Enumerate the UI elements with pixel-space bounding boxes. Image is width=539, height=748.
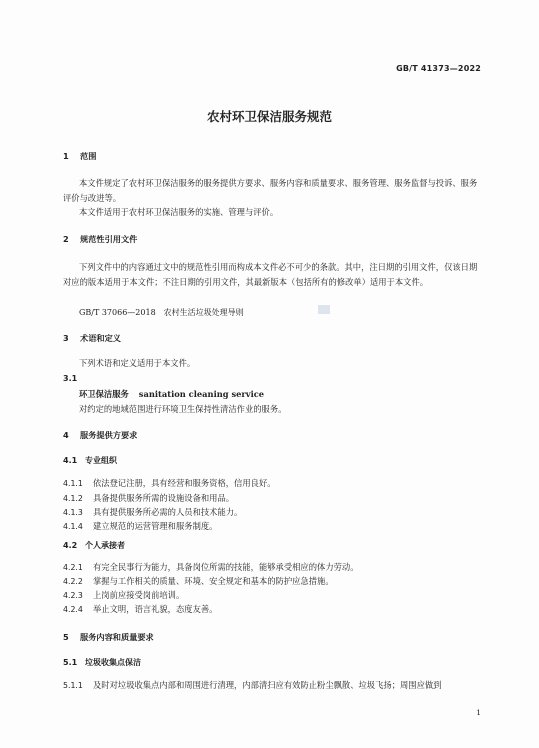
subsection-number: 4.2 <box>63 541 78 550</box>
section-number: 1 <box>63 151 69 161</box>
term-english: sanitation cleaning service <box>138 389 265 399</box>
clause-number: 4.1.2 <box>63 494 83 503</box>
clause-item <box>63 477 483 489</box>
clause-item <box>63 603 483 615</box>
section-title: 服务提供方要求 <box>80 430 138 440</box>
standard-code: GB/T 41373—2022 <box>396 64 481 73</box>
clause-number: 5.1.1 <box>63 681 83 690</box>
subsection-4-2-heading <box>63 540 125 551</box>
section-title: 范围 <box>80 151 97 161</box>
clause-item <box>63 520 483 532</box>
clause-item <box>63 492 483 504</box>
section-3-heading <box>63 333 121 344</box>
section-4-heading <box>63 430 137 441</box>
section-number: 5 <box>63 632 69 642</box>
clause-text: 依法登记注册，具有经营和服务资格，信用良好。 <box>93 478 276 488</box>
clause-number: 4.2.4 <box>63 605 83 614</box>
subsection-title: 垃圾收集点保洁 <box>85 658 141 667</box>
normative-reference: GB/T 37066—2018 农村生活垃圾处理导则 <box>79 308 244 317</box>
clause-number: 4.1.3 <box>63 508 83 517</box>
term-definition: 对约定的地域范围进行环境卫生保持性清洁作业的服务。 <box>79 404 287 414</box>
clause-number: 4.1.1 <box>63 479 83 488</box>
clause-text: 上岗前应接受岗前培训。 <box>93 590 185 600</box>
page-number: 1 <box>476 708 481 717</box>
clause-item <box>63 575 483 587</box>
clause-item <box>63 589 483 601</box>
section-number: 2 <box>63 234 69 244</box>
clause-text: 建立规范的运营管理和服务制度。 <box>93 521 218 531</box>
section-title: 术语和定义 <box>80 333 121 343</box>
subsection-number: 4.1 <box>63 456 78 465</box>
paragraph: 下列术语和定义适用于本文件。 <box>79 358 196 368</box>
clause-text: 有完全民事行为能力，具备岗位所需的技能，能够承受相应的体力劳动。 <box>93 562 359 572</box>
section-number: 4 <box>63 430 69 440</box>
clause-number: 4.2.2 <box>63 577 83 586</box>
paragraph: 本文件适用于农村环卫保洁服务的实施、管理与评价。 <box>79 207 279 217</box>
term-number: 3.1 <box>63 374 78 383</box>
clause-item <box>63 679 483 691</box>
clause-text: 举止文明，语言礼貌，态度友善。 <box>93 604 218 614</box>
section-title: 服务内容和质量要求 <box>80 632 154 642</box>
section-title: 规范性引用文件 <box>80 234 138 244</box>
page-title: 农村环卫保洁服务规范 <box>206 109 332 124</box>
clause-text: 具备提供服务所需的设施设备和用品。 <box>93 493 235 503</box>
clause-number: 4.2.3 <box>63 591 83 600</box>
term-chinese: 环卫保洁服务 <box>79 389 129 399</box>
subsection-title: 专业组织 <box>85 456 117 465</box>
clause-item <box>63 561 483 573</box>
section-5-heading <box>63 632 154 643</box>
subsection-number: 5.1 <box>63 658 78 667</box>
term-entry <box>79 388 264 400</box>
clause-text: 掌握与工作相关的质量、环境、安全规定和基本的防护应急措施。 <box>93 576 334 586</box>
section-2-heading <box>63 234 137 245</box>
clause-text: 及时对垃圾收集点内部和周围进行清理，内部清扫应有效防止粉尘飘散、垃圾飞扬；周围应做到 <box>93 680 442 690</box>
scan-mark <box>318 305 330 314</box>
subsection-title: 个人承接者 <box>85 541 125 550</box>
clause-item <box>63 506 483 518</box>
paragraph: 下列文件中的内容通过文中的规范性引用而构成本文件必不可少的条款。其中，注日期的引用文件，仅该日期对应的版本适用于本文件；不注日期的引用文件，其最新版本（包括所有的修改单）适用于本文件。 <box>63 262 478 287</box>
clause-text: 具有提供服务所必需的人员和技术能力。 <box>93 507 243 517</box>
clause-number: 4.1.4 <box>63 522 83 531</box>
paragraph: 本文件规定了农村环卫保洁服务的服务提供方要求、服务内容和质量要求、服务管理、服务监督与投诉、服务评价与改进等。 <box>63 178 478 203</box>
subsection-4-1-heading <box>63 455 117 466</box>
section-1-heading <box>63 151 96 162</box>
clause-number: 4.2.1 <box>63 563 83 572</box>
section-number: 3 <box>63 333 69 343</box>
subsection-5-1-heading <box>63 657 141 668</box>
